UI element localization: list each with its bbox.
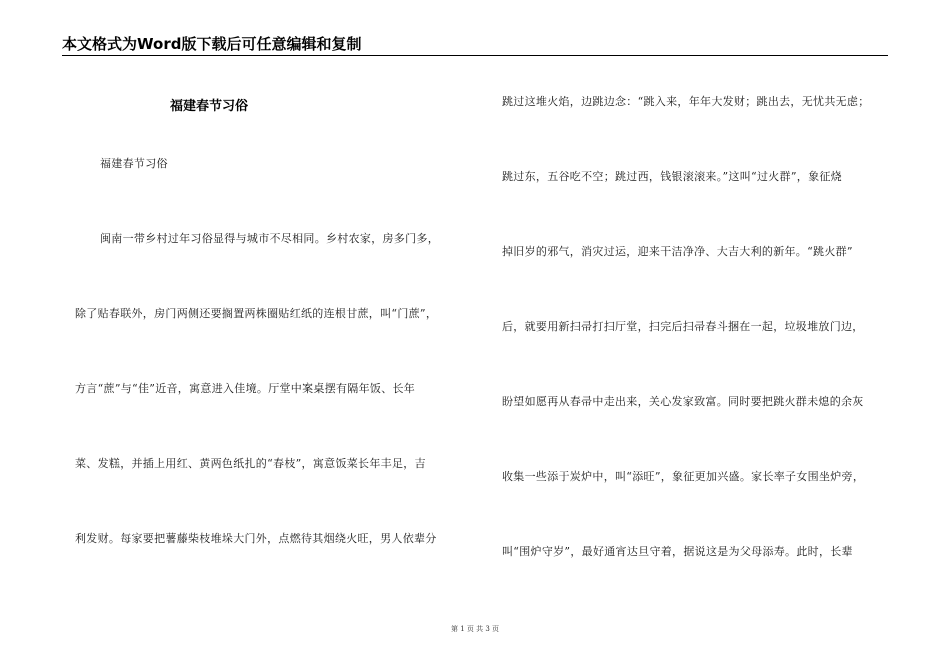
body-line-left-4: 方言“蔗”与“佳”近音，寓意进入佳境。厅堂中案桌摆有隔年饭、长年 [75, 382, 416, 395]
body-line-right-7: 叫“围炉守岁”，最好通宵达旦守着，据说这是为父母添寿。此时，长辈 [502, 545, 853, 558]
body-line-right-1: 跳过这堆火焰，边跳边念：“跳入来，年年大发财；跳出去，无忧共无虑； [502, 95, 870, 108]
body-line-left-6: 利发财。每家要把薯藤柴枝堆垛大门外，点燃待其烟绕火旺，男人依辈分 [75, 532, 437, 545]
body-line-left-3: 除了贴春联外，房门两侧还要搁置两株圈贴红纸的连根甘蔗，叫“门蔗”， [75, 307, 438, 320]
body-line-right-6: 收集一些添于炭炉中，叫“添旺”，象征更加兴盛。家长率子女围坐炉旁， [502, 470, 865, 483]
body-line-left-2: 闽南一带乡村过年习俗显得与城市不尽相同。乡村农家，房多门多， [100, 232, 439, 245]
body-line-right-2: 跳过东，五谷吃不空；跳过西，钱银滚滚来。”这叫“过火群”，象征烧 [502, 170, 842, 183]
body-line-left-5: 菜、发糕，并插上用红、黄两色纸扎的“春枝”，寓意饭菜长年丰足，吉 [75, 457, 426, 470]
header-text: 本文格式为Word版下载后可任意编辑和复制 [62, 35, 362, 53]
body-line-right-5: 盼望如愿再从春帚中走出来，关心发家致富。同时要把跳火群未熄的余灰 [502, 395, 864, 408]
page-number: 第 1 页 共 3 页 [450, 625, 500, 633]
page-header [62, 33, 888, 55]
document-title: 福建春节习俗 [170, 99, 249, 114]
body-line-right-3: 掉旧岁的邪气，消灾过运，迎来干洁净净、大吉大利的新年。“跳火群” [502, 245, 853, 258]
header-divider [62, 55, 888, 56]
body-line-left-1: 福建春节习俗 [100, 157, 168, 170]
body-line-right-4: 后，就要用新扫帚打扫厅堂，扫完后扫帚春斗捆在一起，垃圾堆放门边， [502, 320, 864, 333]
